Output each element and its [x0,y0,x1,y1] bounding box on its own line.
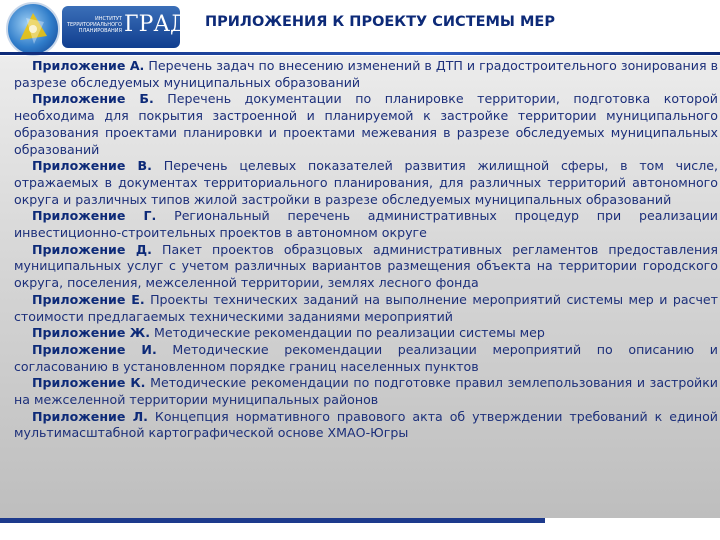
appendix-item-l [14,409,718,442]
globe-logo-icon [6,2,60,56]
slide-header [0,0,720,56]
appendix-item-d [14,242,718,292]
appendix-text: Региональный перечень административных процедур при реализации инвестиционно-строительных проектов в автономном округе [14,208,718,241]
appendix-label: Приложение Л. [32,408,148,424]
appendix-label: Приложение Ж. [32,325,150,341]
appendix-item-a [14,58,718,91]
appendix-item-zh [14,325,718,342]
appendix-text: Перечень документации по планировке территории, подготовка которой необходима для покрытия застроенной и планируемой к застройке территории муниципального образования проектами планировки и проектами межевания в разрезе обследуемых муниципальных образований [14,91,718,157]
content-panel [0,56,720,518]
logo-brand-text: ГРАД [124,12,188,37]
appendix-text: Перечень целевых показателей развития жилищной сферы, в том числе, отражаемых в документах территориального планирования, для различных территорий автономного округа и различных типов жилой застройки в разрезе обследуемых муниципальных образований [14,158,718,207]
appendix-label: Приложение Д. [32,241,152,257]
appendix-text: Концепция нормативного правового акта об утверждении требований к единой мультимасштабной картографической основе ХМАО-Югры [14,408,718,441]
appendix-item-v [14,158,718,208]
appendix-item-i [14,342,718,375]
appendix-label: Приложение А. [32,58,145,73]
appendix-item-g [14,208,718,241]
appendix-label: Приложение Г. [32,208,157,224]
appendix-text: Методические рекомендации реализации мероприятий по описанию и согласованию в установленном порядке границ населенных пунктов [14,341,718,374]
header-divider [0,52,720,55]
appendix-item-k [14,375,718,408]
appendix-label: Приложение К. [32,375,146,391]
footer-accent-bar [0,518,545,523]
appendix-list [14,58,718,442]
appendix-label: Приложение В. [32,158,152,174]
appendix-item-e [14,292,718,325]
appendix-label: Приложение Б. [32,91,154,107]
appendix-text: Методические рекомендации по реализации системы мер [149,325,545,341]
appendix-text: Проекты технических заданий на выполнение мероприятий системы мер и расчет стоимости предлагаемых техническими заданиями мероприятий [14,291,718,324]
appendix-item-b [14,91,718,158]
appendix-text: Перечень задач по внесению изменений в ДТП и градостроительного зонирования в разрезе обследуемых муниципальных образований [14,58,719,90]
institute-logo [62,6,188,48]
appendix-text: Пакет проектов образцовых административных регламентов предоставления муниципальных услуг с учетом различных вариантов размещения объекта на территории городского округа, поселения, межселенной территории, землях лесного фонда [14,241,718,291]
appendix-text: Методические рекомендации по подготовке правил землепользования и застройки на межселенной территории муниципальных районов [14,375,718,408]
appendix-label: Приложение И. [32,341,157,357]
appendix-label: Приложение Е. [32,291,145,307]
page-title: ПРИЛОЖЕНИЯ К ПРОЕКТУ СИСТЕМЫ МЕР [205,14,555,30]
logo-institute-text: ИНСТИТУТ ТЕРРИТОРИАЛЬНОГО ПЛАНИРОВАНИЯ [66,16,122,34]
